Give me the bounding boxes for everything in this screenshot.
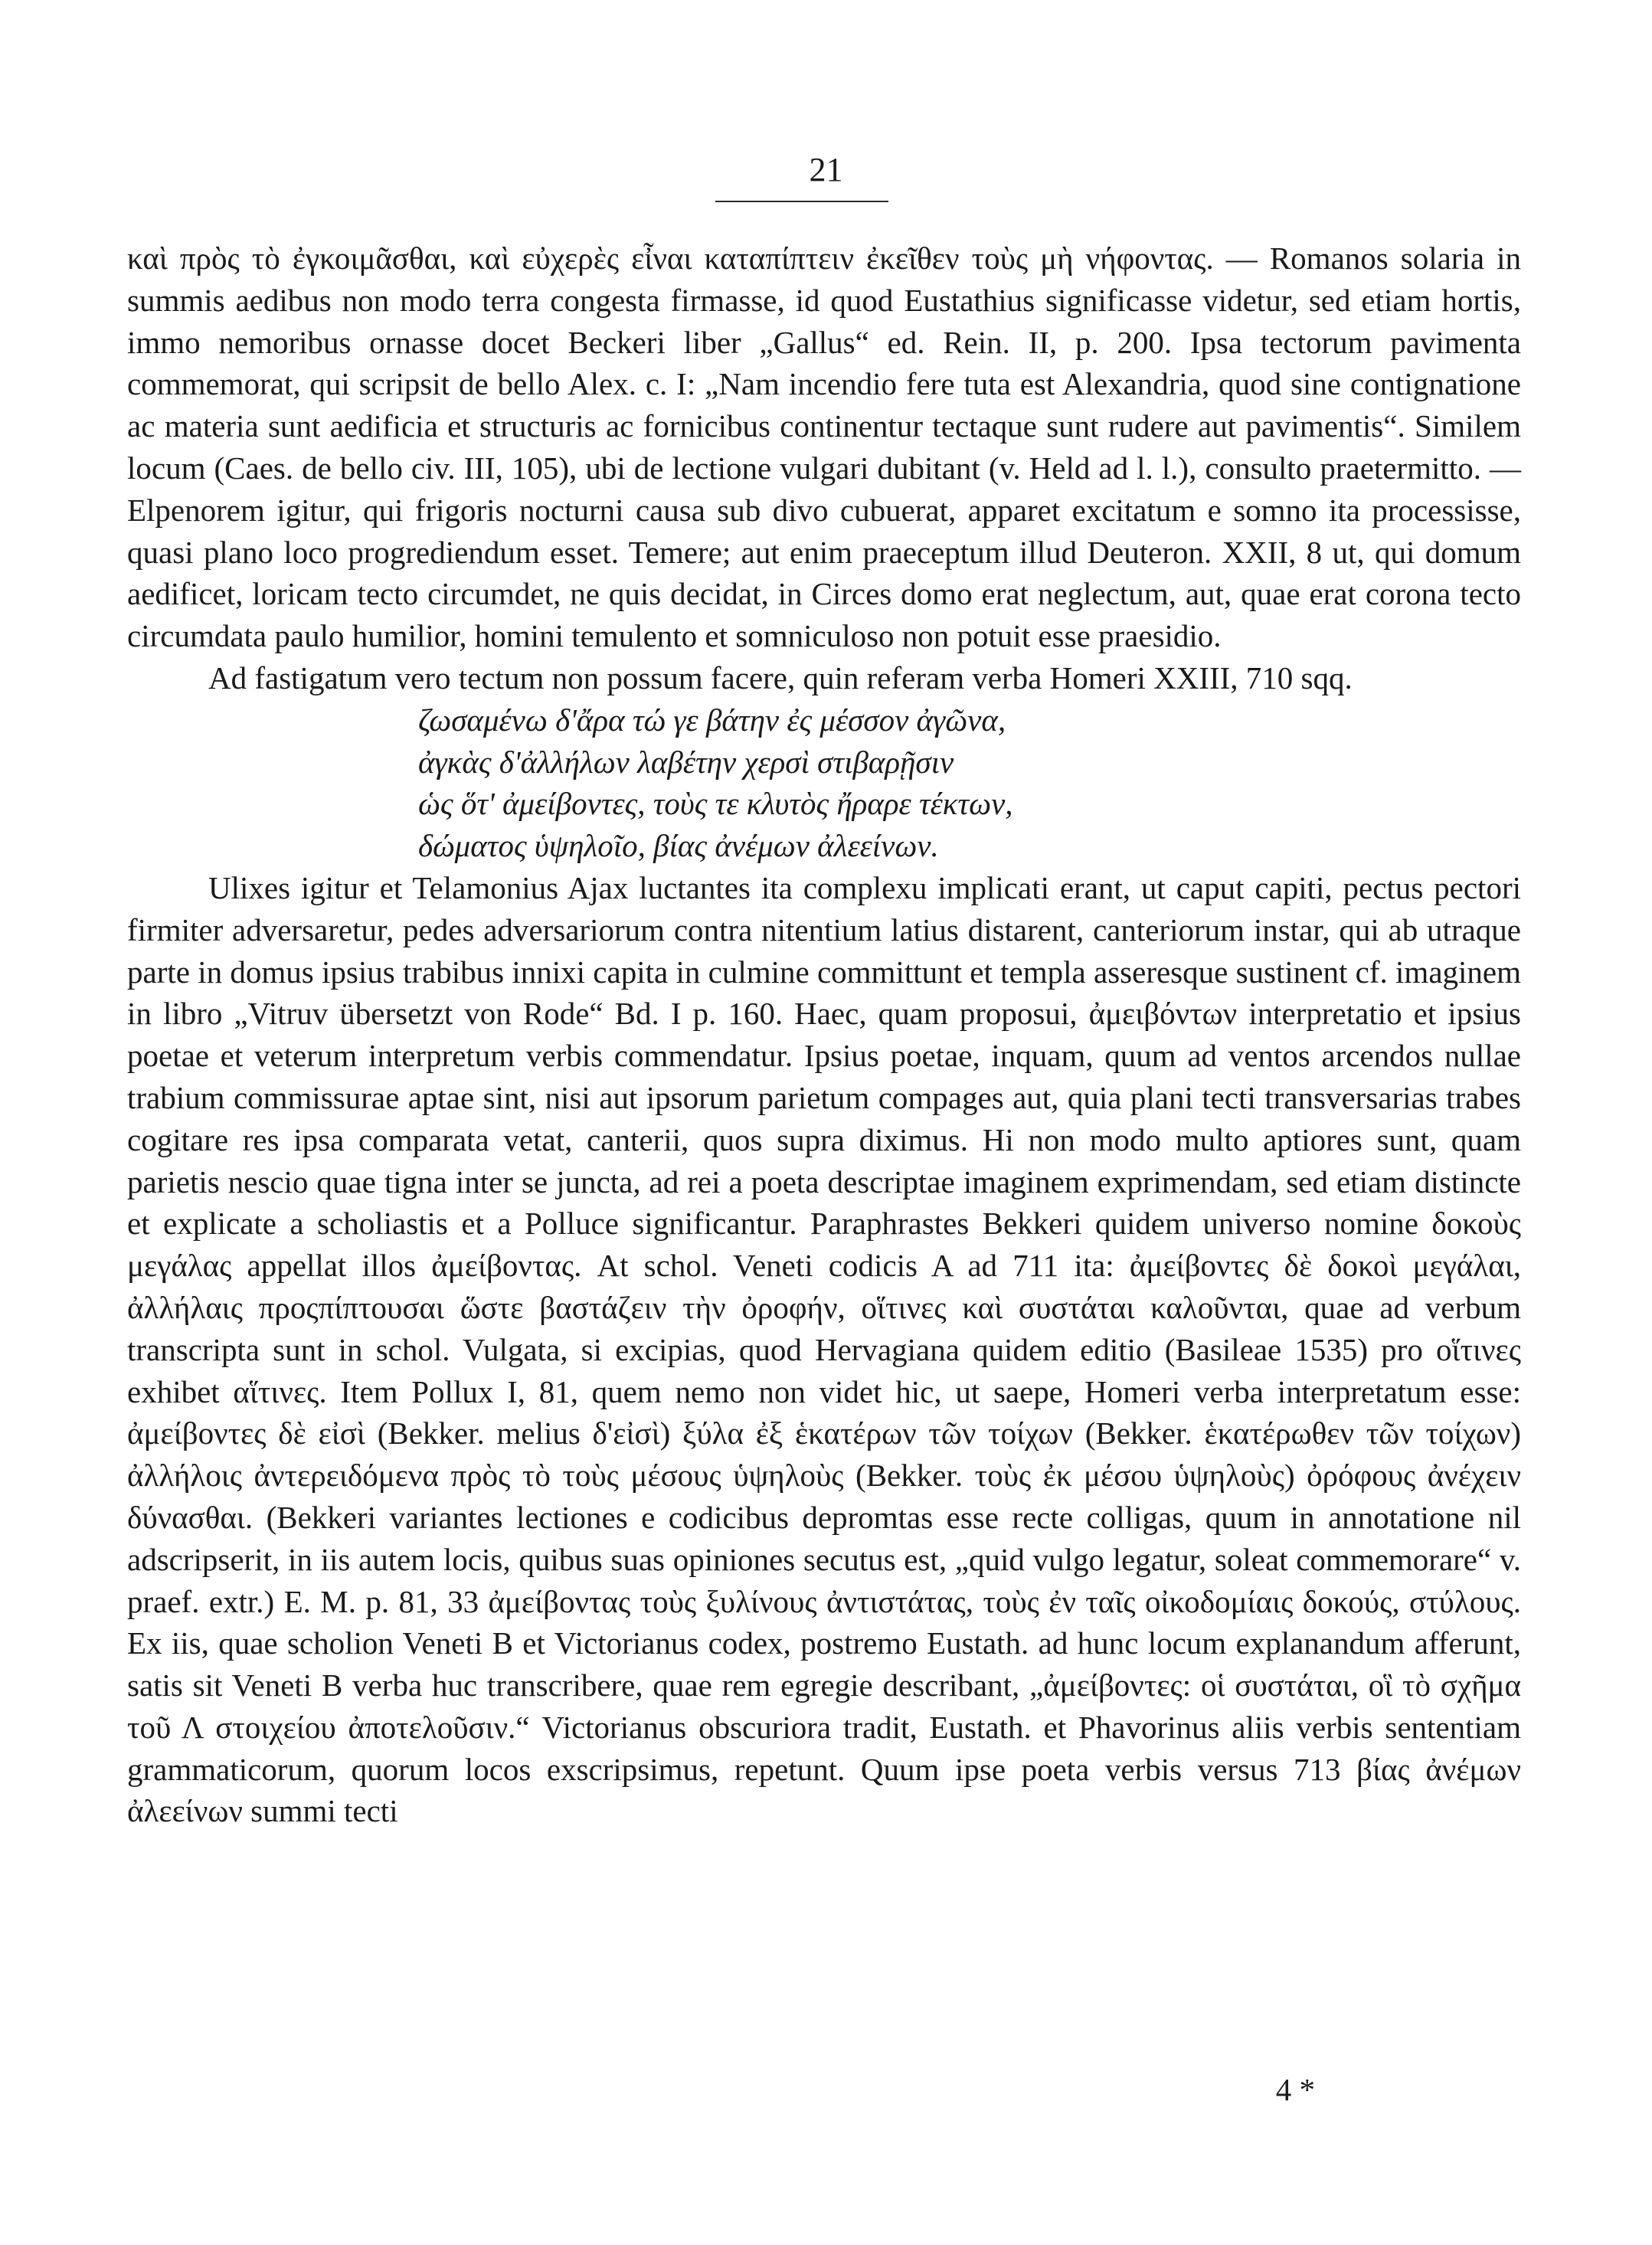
paragraph-fastigatum: Ad fastigatum vero tectum non possum facere, quin referam verba Homeri XXIII, 710 sqq.: [208, 659, 1353, 695]
printer-signature: 4 *: [1275, 2072, 1315, 2107]
homer-verse-quote: [418, 699, 1521, 867]
body-text: [127, 237, 1521, 1832]
paragraph-roof-solaria: καὶ πρὸς τὸ ἐγκοιμᾶσθαι, καὶ εὐχερὲς εἶναι καταπίπτειν ἐκεῖθεν τοὺς μὴ νήφοντας. — Romanos solaria in summis aedibus non modo terra congesta firmasse, id quod Eustathius significasse videtur, sed etiam hortis, immo nemoribus ornasse docet Beckeri liber „Gallus“ ed. Rein. II, p. 200. Ipsa tectorum pavimenta commemorat, qui scripsit de bello Alex. c. I: „Nam incendio fere tuta est Alexandria, quod sine contignatione ac materia sunt aedificia et structuris ac fornicibus continentur tectaque sunt rudere aut pavimentis“. Similem locum (Caes. de bello civ. III, 105), ubi de lectione vulgari dubitant (v. Held ad l. l.), consulto praetermitto. — Elpenorem igitur, qui frigoris nocturni causa sub divo cubuerat, apparet excitatum e somno ita processisse, quasi plano loco progrediendum esset. Temere; aut enim praeceptum illud Deuteron. XXII, 8 ut, qui domum aedificet, loricam tecto circumdet, ne quis decidat, in Circes domo erat neglectum, aut, quae erat corona tecto circumdata paulo humilior, homini temulento et somniculoso non potuit esse praesidio.: [127, 241, 1521, 654]
verse-line: δώματος ὑψηλοῖο, βίας ἀνέμων ἀλεείνων.: [418, 828, 939, 864]
verse-line: ὡς ὅτ' ἀμείβοντες, τοὺς τε κλυτὸς ἤραρε τέκτων,: [418, 786, 1013, 822]
header-rule: [715, 201, 888, 202]
page-number: 21: [809, 151, 843, 188]
verse-line: ἀγκὰς δ'ἀλλήλων λαβέτην χερσὶ στιβαρῇσιν: [418, 744, 954, 780]
paragraph-ulixes-ajax: Ulixes igitur et Telamonius Ajax luctantes ita complexu implicati erant, ut caput capiti, pectus pectori firmiter adversaretur, pedes adversariorum contra nitentium latius distarent, canteriorum instar, qui ab utraque parte in domus ipsius trabibus innixi capita in culmine committunt et templa asseresque sustinent cf. imaginem in libro „Vitruv übersetzt von Rode“ Bd. I p. 160. Haec, quam proposui, ἀμειβόντων interpretatio et ipsius poetae et veterum interpretum verbis commendatur. Ipsius poetae, inquam, quum ad ventos arcendos nullae trabium commissurae aptae sint, nisi aut ipsorum parietum compages aut, quia plani tecti transversarias trabes cogitare res ipsa comparata vetat, canterii, quos supra diximus. Hi non modo multo aptiores sunt, quam parietis nescio quae tigna inter se juncta, ad rei a poeta descriptae imaginem exprimendam, sed etiam distincte et explicate a scholiastis et a Polluce significantur. Paraphrastes Bekkeri quidem universo nomine δοκοὺς μεγάλας appellat illos ἀμείβοντας. At schol. Veneti codicis A ad 711 ita: ἀμείβοντες δὲ δοκοὶ μεγάλαι, ἀλλήλαις προςπίπτουσαι ὥστε βαστάζειν τὴν ὀροφήν, οἵτινες καὶ συστάται καλοῦνται, quae ad verbum transcripta sunt in schol. Vulgata, si excipias, quod Hervagiana quidem editio (Basileae 1535) pro οἵτινες exhibet αἵτινες. Item Pollux I, 81, quem nemo non videt hic, ut saepe, Homeri verba interpretatum esse: ἀμείβοντες δὲ εἰσὶ (Bekker. melius δ'εἰσὶ) ξύλα ἐξ ἑκατέρων τῶν τοίχων (Bekker. ἑκατέρωθεν τῶν τοίχων) ἀλλήλοις ἀντερειδόμενα πρὸς τὸ τοὺς μέσους ὑψηλοὺς (Bekker. τοὺς ἐκ μέσου ὑψηλοὺς) ὀρόφους ἀνέχειν δύνασθαι. (Bekkeri variantes lectiones e codicibus depromtas esse recte colligas, quum in annotatione nil adscripserit, in iis autem locis, quibus suas opiniones secutus est, „quid vulgo legatur, soleat commemorare“ v. praef. extr.) E. M. p. 81, 33 ἀμείβοντας τοὺς ξυλίνους ἀντιστάτας, τοὺς ἐν ταῖς οἰκοδομίαις δοκούς, στύλους. Ex iis, quae scholion Veneti B et Victorianus codex, postremo Eustath. ad hunc locum explanandum afferunt, satis sit Veneti B verba huc transcribere, quae rem egregie describant, „ἀμείβοντες: οἱ συστάται, οἳ τὸ σχῆμα τοῦ Λ στοιχείου ἀποτελοῦσιν.“ Victorianus obscuriora tradit, Eustath. et Phavorinus aliis verbis sententiam grammaticorum, quorum locos exscripsimus, repetunt. Quum ipse poeta verbis versus 713 βίας ἀνέμων ἀλεείνων summi tecti: [127, 869, 1521, 1829]
verse-line: ζωσαμένω δ'ἄρα τώ γε βάτην ἐς μέσσον ἀγῶνα,: [418, 702, 1006, 738]
